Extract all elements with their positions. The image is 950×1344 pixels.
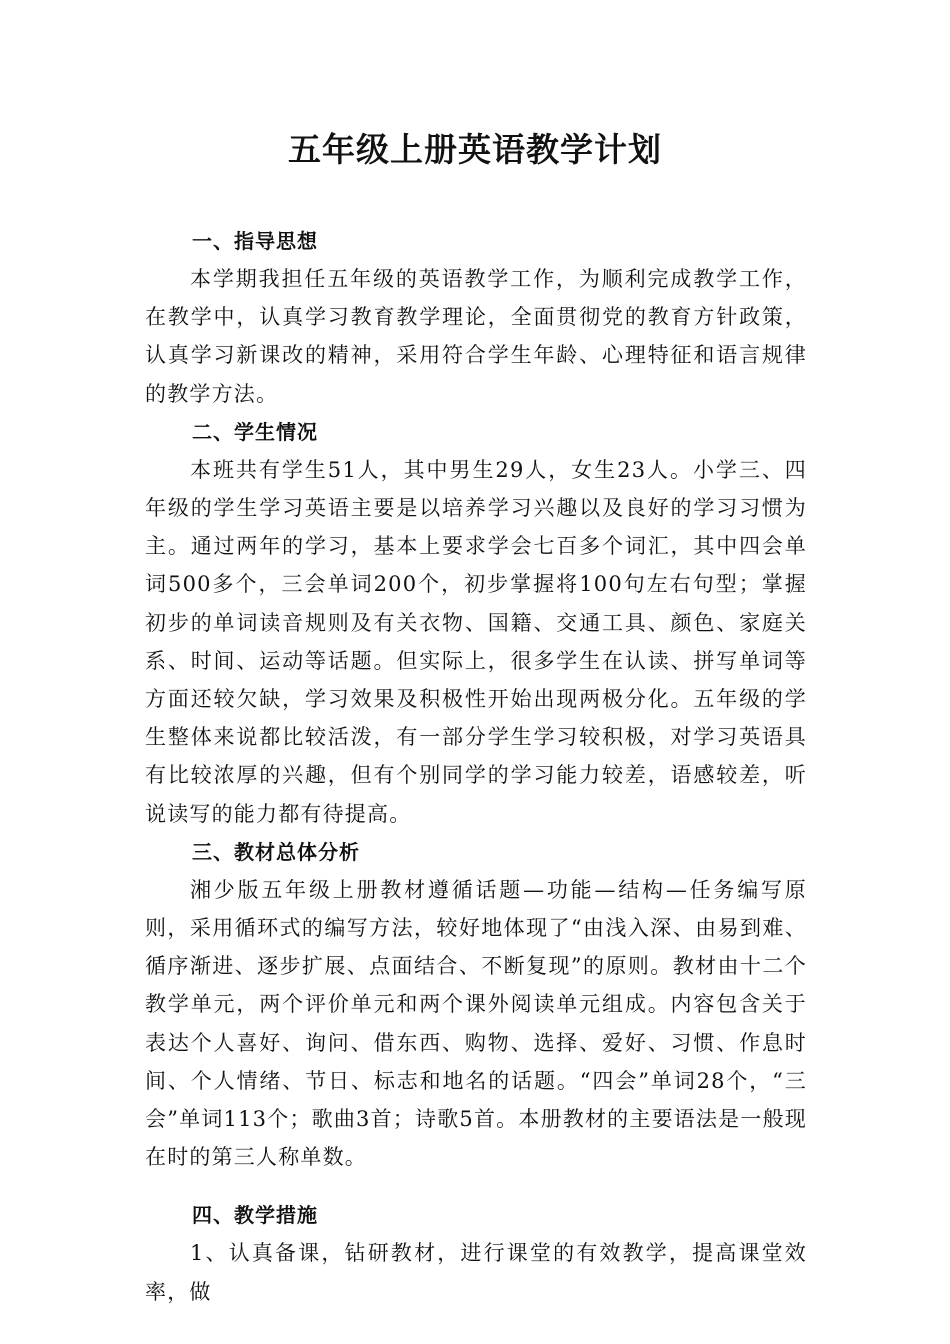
section-paragraph-guiding-thought: 本学期我担任五年级的英语教学工作，为顺利完成教学工作，在教学中，认真学习教育教学理论，全面贯彻党的教育方针政策，认真学习新课改的精神，采用符合学生年龄、心理特征和语言规律的教学方法。	[145, 267, 807, 406]
section-heading-teaching-measures: 四、教学措施	[192, 1203, 318, 1228]
section-paragraph-student-situation: 本班共有学生51人，其中男生29人，女生23人。小学三、四年级的学生学习英语主要是以培养学习兴趣以及良好的学习习惯为主。通过两年的学习，基本上要求学会七百多个词汇，其中四会单词500多个，三会单词200个，初步掌握将100句左右句型；掌握初步的单词读音规则及有关衣物、国籍、交通工具、颜色、家庭关系、时间、运动等话题。但实际上，很多学生在认读、拼写单词等方面还较欠缺，学习效果及积极性开始出现两极分化。五年级的学生整体来说都比较活泼，有一部分学生学习较积极，对学习英语具有比较浓厚的兴趣，但有个别同学的学习能力较差，语感较差，听说读写的能力都有待提高。	[145, 457, 807, 826]
section-gap	[145, 1176, 807, 1196]
document-body	[145, 222, 807, 1311]
section-paragraph-teaching-measures: 1、认真备课，钻研教材，进行课堂的有效教学，提高课堂效率，做	[145, 1241, 807, 1304]
section-paragraph-textbook-analysis: 湘少版五年级上册教材遵循话题—功能—结构—任务编写原则，采用循环式的编写方法，较好地体现了“由浅入深、由易到难、循序渐进、逐步扩展、点面结合、不断复现”的原则。教材由十二个教学单元，两个评价单元和两个课外阅读单元组成。内容包含关于表达个人喜好、询问、借东西、购物、选择、爱好、习惯、作息时间、个人情绪、节日、标志和地名的话题。“四会”单词28个，“三会”单词113个；歌曲3首；诗歌5首。本册教材的主要语法是一般现在时的第三人称单数。	[145, 877, 807, 1170]
section-heading-textbook-analysis: 三、教材总体分析	[192, 839, 360, 864]
section-heading-guiding-thought: 一、指导思想	[192, 229, 318, 253]
section-heading-student-situation: 二、学生情况	[192, 419, 318, 444]
document-title: 五年级上册英语教学计划	[288, 130, 662, 169]
